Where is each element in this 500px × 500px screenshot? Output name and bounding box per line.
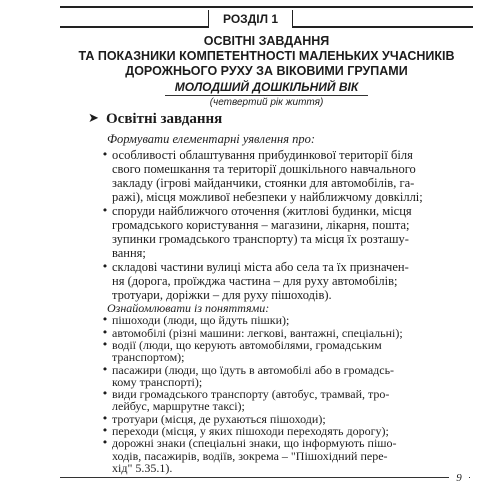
age-group-note: (четвертий рік життя) bbox=[209, 97, 324, 108]
title-line-3: ДОРОЖНЬОГО РУХУ ЗА ВІКОВИМИ ГРУПАМИ bbox=[125, 64, 408, 78]
bullet-icon: • bbox=[101, 436, 109, 449]
bullet-icon: • bbox=[101, 313, 109, 326]
text-line: тротуари, доріжки – для руху пішоходів). bbox=[112, 288, 332, 302]
page-number: 9 bbox=[449, 470, 469, 486]
text-line: закладу (ігрові майданчики, стоянки для автомобілів, га- bbox=[112, 176, 415, 190]
section-title: Освітні завдання bbox=[106, 111, 223, 127]
text-line: хід" 5.35.1). bbox=[112, 461, 173, 475]
bullet-icon: • bbox=[101, 363, 109, 376]
text-line: транспортом); bbox=[112, 350, 185, 364]
text-line: дорожні знаки (спеціальні знаки, що інформують пішо- bbox=[112, 436, 397, 450]
text-line: споруди найближчого оточення (житлові будинки, місця bbox=[112, 204, 412, 218]
text-line: складові частини вулиці міста або села та їх призначен- bbox=[112, 260, 409, 274]
text-line: автомобілі (різні машини: легкові, вантажні, спеціальні); bbox=[112, 326, 403, 340]
bullet-icon: • bbox=[101, 412, 109, 425]
text-line: кому транспорті); bbox=[112, 375, 203, 389]
text-line: види громадського транспорту (автобус, трамвай, тро- bbox=[112, 387, 390, 401]
text-line: громадського користування – магазини, лікарня, пошта; bbox=[112, 218, 410, 232]
text-line: переходи (місця, у яких пішоходи переходять дорогу); bbox=[112, 424, 389, 438]
text-line: ражі), місця можливої небезпеки у найближчому довкіллі; bbox=[112, 190, 423, 204]
text-line: пішоходи (люди, що йдуть пішки); bbox=[112, 313, 290, 327]
title-line-1: ОСВІТНІ ЗАВДАННЯ bbox=[203, 34, 330, 48]
age-group-title: МОЛОДШИЙ ДОШКІЛЬНИЙ ВІК bbox=[174, 80, 359, 94]
text-line: тротуари (місця, де рухаються пішоходи); bbox=[112, 412, 326, 426]
bullet-icon: • bbox=[101, 326, 109, 339]
text-line: вання; bbox=[112, 246, 146, 260]
text-line: лейбус, маршрутне таксі); bbox=[112, 399, 245, 413]
subheading-form: Формувати елементарні уявлення про: bbox=[107, 132, 316, 146]
bullet-icon: • bbox=[101, 387, 109, 400]
bullet-icon: • bbox=[101, 148, 109, 161]
text-line: ня (дорога, проїжджа частина – для руху автомобілів; bbox=[112, 274, 398, 288]
text-line: свого помешкання та території дошкільного навчального bbox=[112, 162, 416, 176]
text-line: особливості облаштування прибудинкової території біля bbox=[112, 148, 413, 162]
bullet-icon: • bbox=[101, 204, 109, 217]
bullet-icon: • bbox=[101, 338, 109, 351]
chapter-label: РОЗДІЛ 1 bbox=[208, 10, 293, 28]
page-footer-rule bbox=[60, 477, 470, 478]
subheading-introduce: Ознайомлювати із поняттями: bbox=[107, 301, 270, 315]
bullet-icon: • bbox=[101, 260, 109, 273]
text-line: пасажири (люди, що їдуть в автомобілі або в громадсь- bbox=[112, 363, 395, 377]
arrow-bullet-icon: ➤ bbox=[88, 111, 99, 126]
title-line-2: ТА ПОКАЗНИКИ КОМПЕТЕНТНОСТІ МАЛЕНЬКИХ УЧАСНИКІВ bbox=[78, 49, 455, 63]
text-line: ходів, пасажирів, водіїв, зокрема – "Пішохідний пере- bbox=[112, 449, 388, 463]
chapter-header bbox=[60, 6, 473, 28]
text-line: зупинки громадського транспорту) та місця їх розташу- bbox=[112, 232, 409, 246]
bullet-icon: • bbox=[101, 424, 109, 437]
text-line: водії (люди, що керують автомобілями, громадським bbox=[112, 338, 382, 352]
